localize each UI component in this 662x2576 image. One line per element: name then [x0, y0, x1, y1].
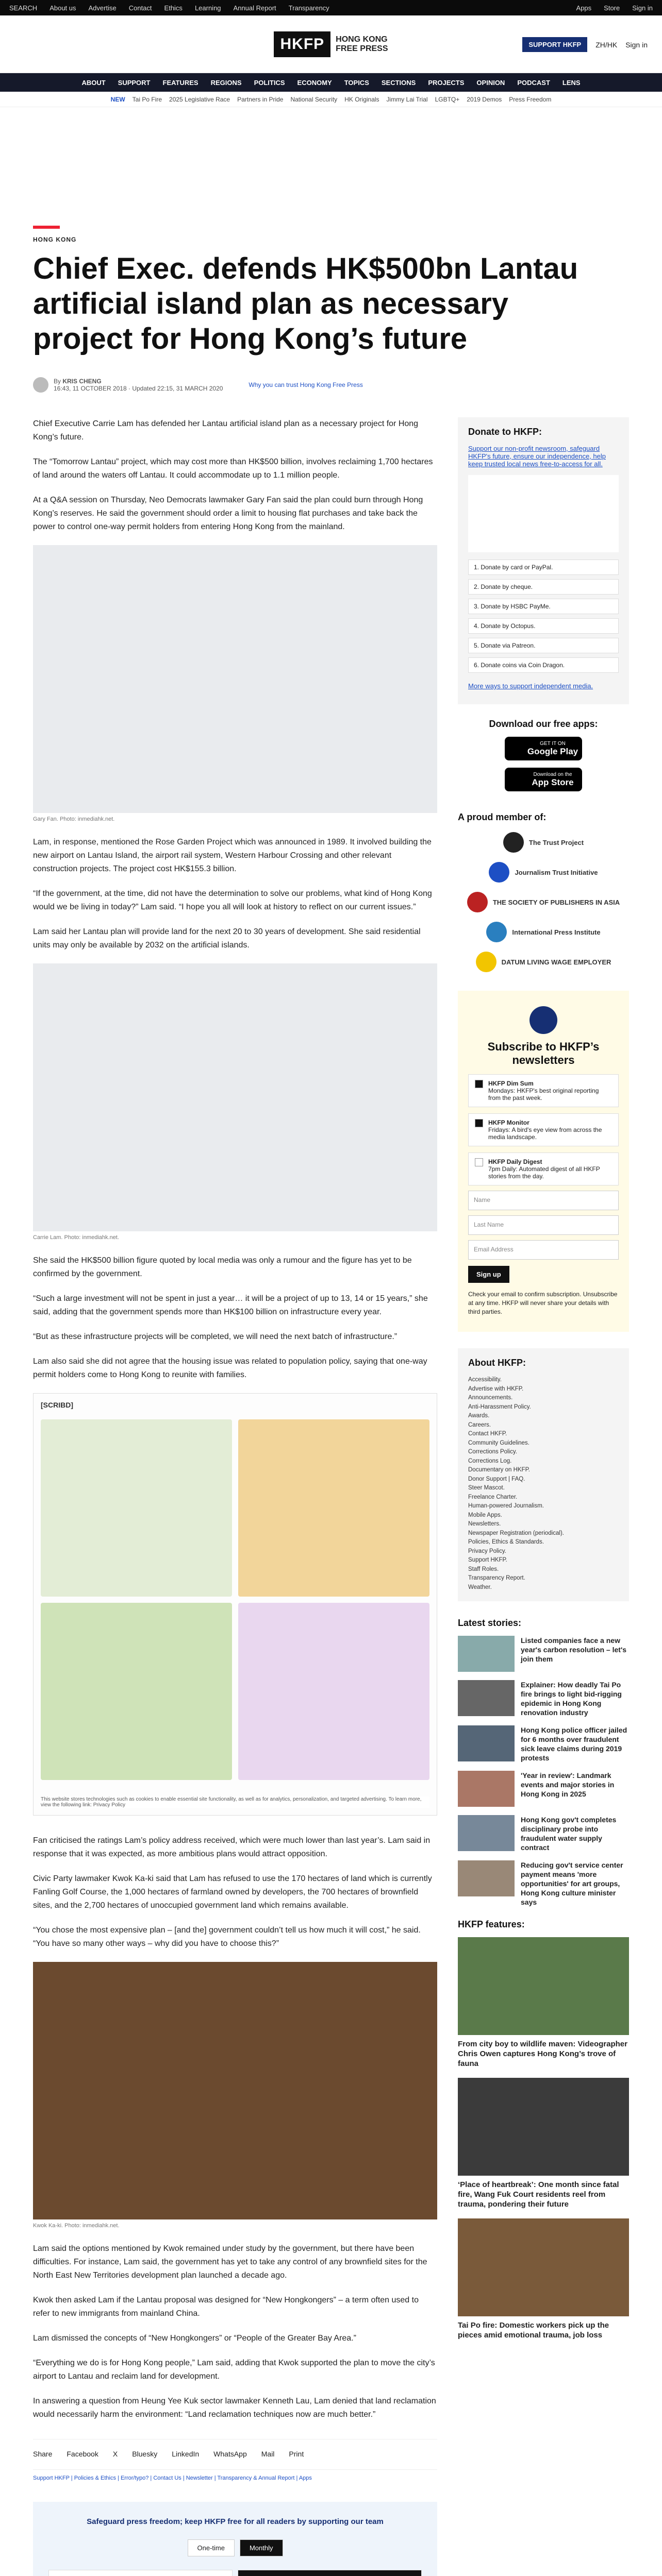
checkbox[interactable]: [475, 1158, 483, 1166]
member-title: A proud member of:: [458, 812, 547, 822]
donate-box: [458, 417, 629, 704]
about-link[interactable]: Privacy Policy.: [468, 1548, 506, 1554]
logo-line2: FREE PRESS: [336, 44, 388, 53]
tab-one-time[interactable]: One-time: [188, 2539, 235, 2556]
nav-projects[interactable]: PROJECTS: [428, 78, 465, 87]
story-item[interactable]: Explainer: How deadly Tai Po fire brings to light bid-rigging epidemic in Hong Kong renovation industry: [458, 1680, 629, 1717]
apps-title: Download our free apps:: [489, 719, 598, 729]
member-logo-ipi[interactable]: International Press Institute: [458, 922, 629, 942]
member-logo-trust-project[interactable]: The Trust Project: [458, 832, 629, 853]
photo-gary-fan: [33, 545, 437, 813]
email-field[interactable]: Email Address: [468, 1240, 619, 1260]
share-bar: [33, 2439, 437, 2458]
newsletter-box: [458, 991, 629, 1332]
paragraph: The “Tomorrow Lantau” project, which may cost more than HK$500 billion, involves reclaiming 1,700 hectares of land around the waters off Lantau. It could accommodate up to 1.1 million people.: [33, 457, 433, 480]
store-link[interactable]: Store: [604, 4, 620, 12]
about-link[interactable]: Support HKFP.: [468, 1557, 507, 1563]
logo-line1: HONG KONG: [336, 35, 388, 44]
scribd-embed[interactable]: [33, 1393, 437, 1816]
member-logo-jti[interactable]: Journalism Trust Initiative: [458, 862, 629, 883]
donate-widget: [33, 2502, 437, 2576]
about-link[interactable]: Awards.: [468, 1413, 490, 1419]
paragraph: At a Q&A session on Thursday, Neo Democrats lawmaker Gary Fan said the plan could burn through Hong Kong’s reserves. He said the government should order a limit to housing flat purchases and take back the power to control one-way permit holders from entering Hong Kong from the mainland.: [33, 496, 423, 531]
about-link[interactable]: Accessibility.: [468, 1377, 502, 1383]
ticker-item[interactable]: LGBTQ+: [435, 95, 460, 103]
main-nav: [0, 73, 662, 92]
donate-option[interactable]: 6. Donate coins via Coin Dragon.: [468, 657, 619, 673]
share-label: Share: [33, 2450, 53, 2458]
paragraph: Chief Executive Carrie Lam has defended her Lantau artificial island plan as a necessary project for Hong Kong’s future.: [33, 419, 419, 442]
features-title: HKFP features:: [458, 1919, 525, 1929]
paragraph: “You chose the most expensive plan – [and the] government couldn’t tell us how much it will cost,” he said. “You have so many other ways – why did you have to choose this?”: [33, 1926, 421, 1948]
photo-caption: Carrie Lam. Photo: inmediahk.net.: [33, 1234, 119, 1241]
name-field[interactable]: Name: [468, 1191, 619, 1210]
donate-option[interactable]: 2. Donate by cheque.: [468, 579, 619, 595]
about-link[interactable]: Freelance Charter.: [468, 1494, 518, 1500]
article-title: Chief Exec. defends HK$500bn Lantau artificial island plan as necessary project for Hong Kong’s future: [33, 252, 578, 355]
nav-politics[interactable]: POLITICS: [254, 78, 285, 87]
last-name-field[interactable]: Last Name: [468, 1215, 619, 1235]
about-links[interactable]: [468, 1376, 619, 1592]
paragraph: In answering a question from Heung Yee Kuk sector lawmaker Kenneth Lau, Lam denied that land reclamation would necessarily harm the environment: “Land reclamation techniques now are much better.”: [33, 2397, 436, 2419]
support-hkfp-button[interactable]: SUPPORT HKFP: [522, 37, 587, 52]
nav-opinion[interactable]: OPINION: [476, 78, 505, 87]
member-logo-living-wage[interactable]: DATUM LIVING WAGE EMPLOYER: [458, 952, 629, 972]
ticker-item[interactable]: Tai Po Fire: [132, 95, 162, 103]
about-link[interactable]: Corrections Log.: [468, 1458, 512, 1464]
logo-mark: HKFP: [274, 31, 330, 57]
more-ways-link[interactable]: More ways to support independent media.: [468, 682, 593, 690]
about-link[interactable]: Weather.: [468, 1584, 492, 1590]
ticker-item[interactable]: 2019 Demos: [467, 95, 502, 103]
hkfp-logo[interactable]: [274, 31, 388, 57]
about-box: [458, 1348, 629, 1601]
paragraph: “Such a large investment will not be spent in just a year… it will be a project of up to 13, 14 or 15 years,” she said, adding that the government spends more than HK$100 billion on infrastructure every year.: [33, 1294, 428, 1316]
about-link[interactable]: Mobile Apps.: [468, 1512, 502, 1518]
paragraph: Lam said the options mentioned by Kwok remained under study by the government, but there have been difficulties. For instance, Lam said, the government has yet to take any control of any brownfield sites for the North East New Territories development plan launched a decade ago.: [33, 2244, 427, 2280]
paragraph: “But as these infrastructure projects will be completed, we will need the next batch of infrastructure.”: [33, 1332, 398, 1341]
signin-link[interactable]: Sign in: [625, 40, 648, 49]
lantau-map-document: [41, 1419, 429, 1780]
about-link[interactable]: Announcements.: [468, 1395, 513, 1401]
ticker-item[interactable]: Partners in Pride: [237, 95, 284, 103]
paragraph: “Everything we do is for Hong Kong people,” Lam said, adding that Kwok supported the plan to move the city’s airport to Lantau and reclaim land for development.: [33, 2359, 435, 2381]
tab-monthly[interactable]: Monthly: [240, 2539, 283, 2556]
top-utility-bar: [0, 0, 662, 15]
ticker-item[interactable]: Press Freedom: [509, 95, 552, 103]
features-section: [458, 1919, 629, 2340]
paragraph: Lam, in response, mentioned the Rose Garden Project which was announced in 1989. It involved building the new airport on Lantau Island, the airport rail system, Western Harbour Crossing and other relevant construction projects. The project cost HK$155.3 billion.: [33, 838, 432, 873]
about-link[interactable]: Careers.: [468, 1421, 491, 1428]
share-x[interactable]: X: [112, 2450, 118, 2458]
nav-topics[interactable]: TOPICS: [344, 78, 369, 87]
paragraph: Lam said her Lantau plan will provide land for the next 20 to 30 years of development. She said residential units may only be available by 2032 on the artificial islands.: [33, 927, 421, 950]
amount-option-selected[interactable]: [238, 2570, 422, 2576]
google-play-button[interactable]: GET IT ON Google Play: [505, 737, 582, 760]
ticker-item[interactable]: National Security: [290, 95, 338, 103]
author-avatar: [33, 377, 48, 393]
nav-regions[interactable]: REGIONS: [210, 78, 242, 87]
apps-section: [458, 719, 629, 791]
share-bluesky[interactable]: Bluesky: [132, 2450, 158, 2458]
topic-ticker: [0, 92, 662, 107]
paragraph: Fan criticised the ratings Lam’s policy address received, which were much lower than last year’s. Lam said in response that it was expected, as more ambitious plans would attract opposition.: [33, 1836, 431, 1858]
feature-item[interactable]: ‘Place of heartbreak’: One month since fatal fire, Wang Fuk Court residents reel from trauma, pondering their future: [458, 2078, 629, 2209]
nav-features[interactable]: FEATURES: [162, 78, 198, 87]
learning-link[interactable]: Learning: [194, 4, 221, 12]
paragraph: “If the government, at the time, did not have the determination to solve our problems, what kind of Hong Kong would we be living in today?” Lam said. “I hope you all will look at history to reflect on our current issues.”: [33, 889, 432, 911]
trust-badge-link[interactable]: Why you can trust Hong Kong Free Press: [249, 381, 363, 388]
nav-lens[interactable]: LENS: [562, 78, 581, 87]
newsletter-option[interactable]: HKFP Dim Sum Mondays: HKFP's best original reporting from the past week.: [468, 1074, 619, 1107]
share-mail[interactable]: Mail: [261, 2450, 275, 2458]
photo-carrie-lam: [33, 963, 437, 1231]
hkfp-round-logo: [529, 1006, 557, 1034]
donate-title: Donate to HKFP:: [468, 427, 542, 437]
nav-podcast[interactable]: PODCAST: [517, 78, 550, 87]
story-item[interactable]: 'Year in review': Landmark events and major stories in Hong Kong in 2025: [458, 1771, 629, 1807]
ticker-item[interactable]: 2025 Legislative Race: [169, 95, 230, 103]
signup-button[interactable]: Sign up: [468, 1266, 509, 1283]
about-link[interactable]: Community Guidelines.: [468, 1439, 529, 1446]
ticker-item[interactable]: Jimmy Lai Trial: [386, 95, 428, 103]
about-link[interactable]: Policies, Ethics & Standards.: [468, 1539, 544, 1545]
updated-date: Updated 22:15, 31 MARCH 2020: [132, 385, 223, 392]
share-whatsapp[interactable]: WhatsApp: [213, 2450, 247, 2458]
paragraph: Civic Party lawmaker Kwok Ka-ki said that Lam has refused to use the 170 hectares of land which is currently Fanling Golf Course, the 1,000 hectares of farmland owned by developers, the 700 hectares of brownfield sites, and the 2,700 hectares of unoccupied government land which remains available.: [33, 1874, 432, 1910]
nav-support[interactable]: SUPPORT: [118, 78, 151, 87]
paragraph: Lam also said she did not agree that the housing issue was related to population policy, saying that one-way permit holders come to Hong Kong to reunite with families.: [33, 1357, 427, 1379]
ethics-link[interactable]: Ethics: [164, 4, 183, 12]
share-print[interactable]: Print: [289, 2450, 304, 2458]
newsletter-option[interactable]: HKFP Monitor Fridays: A bird's eye view from across the media landscape.: [468, 1113, 619, 1146]
publish-date: 16:43, 11 OCTOBER 2018: [54, 385, 127, 392]
story-item[interactable]: Hong Kong gov't completes disciplinary probe into fraudulent water supply contract: [458, 1815, 629, 1852]
amount-option[interactable]: [48, 2570, 233, 2576]
nav-economy[interactable]: ECONOMY: [297, 78, 332, 87]
about-link[interactable]: Steer Mascot.: [468, 1485, 505, 1491]
latest-stories: [458, 1618, 629, 1907]
about-link[interactable]: Documentary on HKFP.: [468, 1467, 530, 1473]
donate-option[interactable]: 4. Donate by Octopus.: [468, 618, 619, 634]
masthead: [0, 15, 662, 73]
story-item[interactable]: Hong Kong police officer jailed for 6 months over fraudulent sick leave claims during 2019 protests: [458, 1725, 629, 1762]
about-link[interactable]: About us: [49, 4, 76, 12]
donate-intro-link[interactable]: Support our non-profit newsroom, safeguard HKFP's future, ensure our independence, help keep trusted local news free-to-access for all.: [468, 445, 606, 468]
member-logo-sopa[interactable]: THE SOCIETY OF PUBLISHERS IN ASIA: [458, 892, 629, 912]
newsletter-note: Check your email to confirm subscription. Unsubscribe at any time. HKFP will never share your details with third parties.: [468, 1291, 618, 1315]
contact-link[interactable]: Contact: [128, 4, 152, 12]
photo-caption: Gary Fan. Photo: inmediahk.net.: [33, 816, 115, 822]
apps-link[interactable]: Apps: [576, 4, 592, 12]
about-link[interactable]: Corrections Policy.: [468, 1449, 518, 1455]
about-link[interactable]: Human-powered Journalism.: [468, 1503, 544, 1509]
author-name[interactable]: KRIS CHENG: [62, 378, 102, 385]
story-item[interactable]: Listed companies face a new year's carbon resolution – let's join them: [458, 1636, 629, 1672]
app-store-button[interactable]: Download on the App Store: [505, 768, 582, 791]
about-link[interactable]: Newspaper Registration (periodical).: [468, 1530, 564, 1536]
about-link[interactable]: Donor Support | FAQ.: [468, 1476, 525, 1482]
share-facebook[interactable]: Facebook: [67, 2450, 98, 2458]
member-section: [458, 812, 629, 972]
donate-option[interactable]: 1. Donate by card or PayPal.: [468, 560, 619, 575]
newsletter-option[interactable]: HKFP Daily Digest 7pm Daily: Automated digest of all HKFP stories from the day.: [468, 1153, 619, 1185]
checkbox-checked[interactable]: [475, 1119, 483, 1127]
paragraph: Lam dismissed the concepts of “New Hongkongers” or “People of the Greater Bay Area.”: [33, 2334, 356, 2343]
sidebar: [458, 417, 629, 2576]
about-link[interactable]: Staff Roles.: [468, 1566, 499, 1572]
paragraph: She said the HK$500 billion figure quoted by local media was only a rumour and the figure has yet to be confirmed by the government.: [33, 1256, 412, 1278]
language-switch[interactable]: ZH/HK: [595, 40, 618, 49]
scribd-label: [SCRIBD]: [41, 1401, 73, 1409]
donate-option[interactable]: 3. Donate by HSBC PayMe.: [468, 599, 619, 614]
about-link[interactable]: Contact HKFP.: [468, 1431, 507, 1437]
nav-sections[interactable]: SECTIONS: [381, 78, 416, 87]
topbar-signin-link[interactable]: Sign in: [632, 4, 653, 12]
donate-heading: Safeguard press freedom; keep HKFP free for all readers by supporting our team: [87, 2517, 384, 2526]
about-title: About HKFP:: [468, 1358, 526, 1368]
photo-caption: Kwok Ka-ki. Photo: inmediahk.net.: [33, 2223, 120, 2229]
about-link[interactable]: Newsletters.: [468, 1521, 501, 1527]
checkbox-checked[interactable]: [475, 1080, 483, 1088]
about-link[interactable]: Transparency Report.: [468, 1575, 525, 1581]
donate-option[interactable]: 5. Donate via Patreon.: [468, 638, 619, 653]
ticker-label: NEW: [110, 95, 125, 103]
about-link[interactable]: Advertise with HKFP.: [468, 1385, 524, 1392]
cookie-notice: This website stores technologies such as cookies to enable essential site functionality, as well as for analytics, personalization, and targeted advertising. To learn more, view the following link: Privacy Policy: [41, 1797, 429, 1808]
feature-item[interactable]: From city boy to wildlife maven: Videographer Chris Owen captures Hong Kong’s trove of fauna: [458, 1937, 629, 2069]
accent-bar: [33, 226, 60, 229]
article-body: [33, 417, 437, 2576]
story-item[interactable]: Reducing gov't service center payment means 'more opportunities' for art groups, Hong Kong culture minister says: [458, 1860, 629, 1907]
footer-links[interactable]: Support HKFP | Policies & Ethics | Error/typo? | Contact Us | Newsletter | Transparency & Annual Report | Apps: [33, 2469, 437, 2481]
photo-kwok-ka-ki: [33, 1962, 437, 2219]
article-category[interactable]: HONG KONG: [33, 236, 77, 243]
latest-title: Latest stories:: [458, 1618, 522, 1628]
donate-image: [468, 475, 619, 552]
annual-report-link[interactable]: Annual Report: [233, 4, 276, 12]
advertise-link[interactable]: Advertise: [88, 4, 117, 12]
paragraph: Kwok then asked Lam if the Lantau proposal was designed for “New Hongkongers” – a term often used to refer to new immigrants from mainland China.: [33, 2296, 419, 2318]
about-link[interactable]: Anti-Harassment Policy.: [468, 1403, 531, 1410]
nav-about[interactable]: ABOUT: [81, 78, 106, 87]
search-link[interactable]: SEARCH: [9, 4, 38, 12]
transparency-link[interactable]: Transparency: [288, 4, 329, 12]
newsletter-title: Subscribe to HKFP’s newsletters: [487, 1040, 600, 1066]
byline: By KRIS CHENG 16:43, 11 OCTOBER 2018 · Updated 22:15, 31 MARCH 2020 Why you can trust Hong Kong Free Press: [33, 377, 629, 393]
ticker-item[interactable]: HK Originals: [344, 95, 379, 103]
share-linkedin[interactable]: LinkedIn: [172, 2450, 200, 2458]
feature-item[interactable]: Tai Po fire: Domestic workers pick up the pieces amid emotional trauma, job loss: [458, 2218, 629, 2340]
